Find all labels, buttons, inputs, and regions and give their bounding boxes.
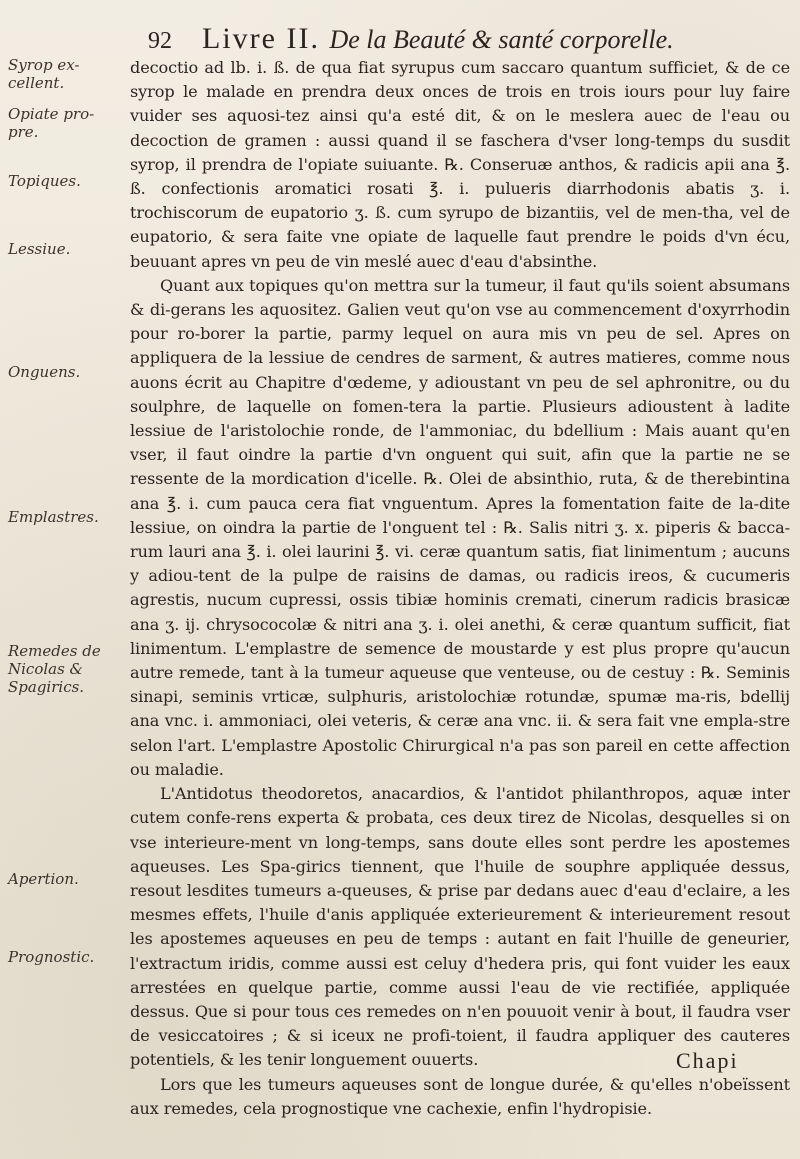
page-number: 92 <box>148 28 172 54</box>
paragraph-prognostic: Lors que les tumeurs aqueuses sont de longue durée, & qu'elles n'obeïssent aux remedes, cela prognostique vne cachexie, enfin l'hydropisie. <box>130 1074 790 1118</box>
running-title: Livre II. <box>202 22 320 55</box>
paragraph-topiques: Quant aux topiques qu'on mettra sur la tumeur, il faut qu'ils soient absumans & di-gerans les aquositez. Galien veut qu'on vse au commencement d'oxyrrhodin pour ro-borer la partie, parmy lequel on aura mis vn peu de sel. Apres on appliquera de la lessiue de cendres de sarment, & autres matieres, comme nous auons écrit au Chapitre d'œdeme, y adioustant vn peu de sel aphronitre, ou du soulphre, de laquelle on fomen-tera la partie. Plusieurs adioustent à ladite lessiue de l'aristolochie ronde, de l'ammoniac, du bdellium : Mais auant qu'en vser, il faut oindre la partie d'vn onguent qui suit, afin que la partie ne se ressente de la mordication d'icelle. ℞. Olei de absinthio, ruta, & de therebintina ana ℥. i. cum pauca cera fiat vnguentum. Apres la fomentation faite de la-dite lessiue, on oindra la partie de l'onguent tel : ℞. Salis nitri ʒ. x. piperis & bacca-rum lauri ana ℥. i. olei laurini ℥. vi. ceræ quantum satis, fiat linimentum ; aucuns y adiou-tent de la pulpe de raisins de damas, ou radicis ireos, & cucumeris agrestis, nucum cupressi, ossis tibiæ hominis cremati, cinerum radicis brasicæ ana ʒ. ij. chrysococolæ & nitri ana ʒ. i. olei anethi, & ceræ quantum sufficit, fiat linimentum. L'emplastre de semence de moustarde y est plus propre qu'aucun autre remede, tant à la tumeur aqueuse que venteuse, ou de cestuy : ℞. Seminis sinapi, seminis vrticæ, sulphuris, aristolochiæ rotundæ, spumæ ma-ris, bdellij ana vnc. i. ammoniaci, olei veteris, & ceræ ana vnc. ii. & sera fait vne empla-stre selon l'art. L'emplastre Apostolic Chirurgical n'a pas son pareil en cette affection ou maladie. <box>130 275 790 779</box>
margin-note-onguens: Onguens. <box>8 363 81 381</box>
margin-notes <box>8 0 123 1159</box>
running-subtitle: De la Beauté & santé corporelle. <box>329 25 674 54</box>
running-head <box>202 22 674 56</box>
margin-note-remedes: Remedes de Nicolas & Spagirics. <box>8 642 101 696</box>
paragraph-syrop-opiate: decoctio ad lb. i. ß. de qua fiat syrupus cum saccaro quantum sufficiet, & de ce syrop le malade en prendra deux onces de trois en trois iours pour luy faire vuider ses aquosi-tez ainsi qu'a esté dit, & on le meslera auec de l'eau ou decoction de gramen : aussi quand il se faschera d'vser long-temps du susdit syrop, il prendra de l'opiate suiuante. ℞. Conseruæ anthos, & radicis apii ana ℥. ß. confectionis aromatici rosati ℥. i. pulueris diarrhodonis abatis ʒ. i. trochiscorum de eupatorio ʒ. ß. cum syrupo de bizantiis, vel de men-tha, vel de eupatorio, & sera faite vne opiate de laquelle faut prendre le poids d'vn écu, beuuant apres vn peu de vin meslé auec d'eau d'absinthe. <box>130 58 790 271</box>
margin-note-apertion: Apertion. <box>8 870 79 888</box>
margin-note-syrop: Syrop ex-cellent. <box>8 56 80 92</box>
margin-note-opiate: Opiate pro-pre. <box>8 105 95 141</box>
margin-note-lessiue: Lessiue. <box>8 240 71 258</box>
main-text <box>130 56 790 1121</box>
margin-note-prognostic: Prognostic. <box>8 948 95 966</box>
margin-note-topiques: Topiques. <box>8 172 81 190</box>
margin-note-emplastres: Emplastres. <box>8 508 99 526</box>
catchword: Chapi <box>676 1048 739 1073</box>
paragraph-remedes: L'Antidotus theodoretos, anacardios, & l'antidot philanthropos, aquæ inter cutem confe-rens experta & probata, ces deux tirez de Nicolas, desquelles si on vse interieure-ment vn long-temps, sans doute elles sont perdre les apostemes aqueuses. Les Spa-girics tiennent, que l'huile de souphre appliquée dessus, resout lesdites tumeurs a-queuses, & prise par dedans auec d'eau d'eclaire, a les mesmes effets, l'huile d'anis appliquée exterieurement & interieurement resout les apostemes aqueuses en peu de temps : autant en fait l'huille de geneurier, l'extractum iridis, comme aussi est celuy d'hedera pris, qui font vuider les eaux arrestées en quelque partie, comme aussi l'eau de vie rectifiée, appliquée dessus. Que si pour tous ces remedes on n'en pouuoit venir à bout, il faudra vser de vesiccatoires ; & si iceux ne profi-toient, il faudra appliquer des cauteres potentiels, & les tenir longuement ouuerts. <box>130 784 790 1070</box>
